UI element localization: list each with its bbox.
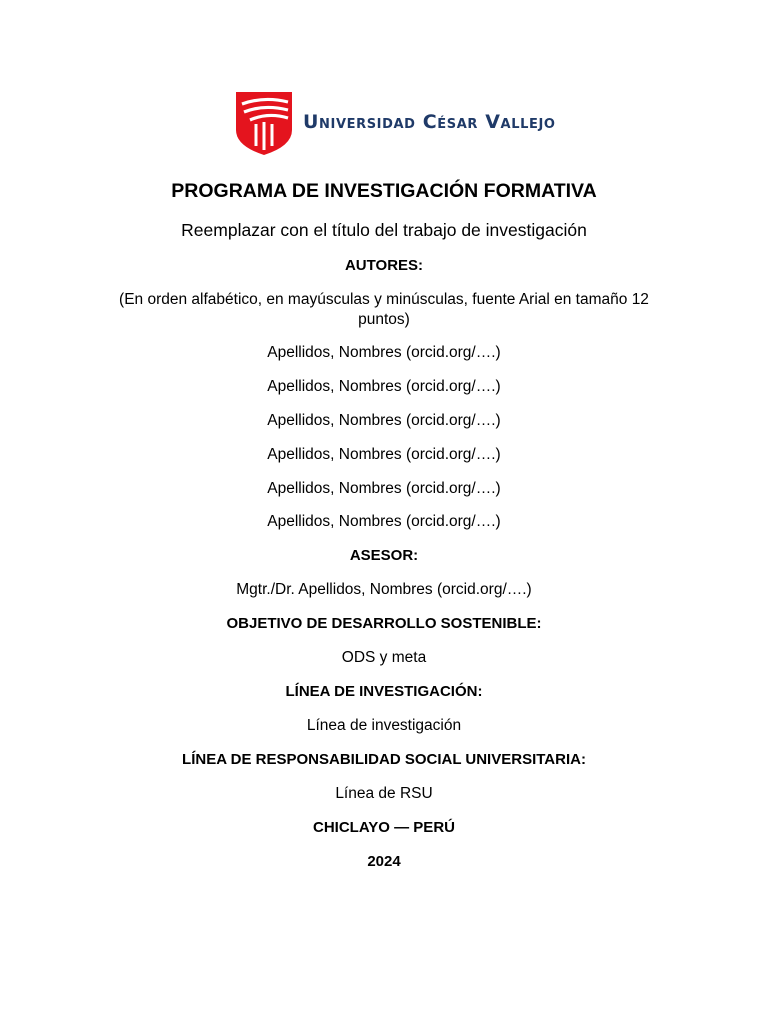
ods-value: ODS y meta — [341, 649, 427, 666]
authors-note: (En orden alfabético, en mayúsculas y minúsculas, fuente Arial en tamaño 12 puntos) — [119, 291, 649, 328]
year: 2024 — [367, 853, 401, 870]
research-line-value: Línea de investigación — [306, 717, 462, 734]
advisor-entry: Mgtr./Dr. Apellidos, Nombres (orcid.org/….) — [236, 581, 532, 598]
university-name: Universidad César Vallejo — [303, 111, 556, 133]
research-line-heading: LÍNEA DE INVESTIGACIÓN: — [285, 683, 483, 700]
author-entry: Apellidos, Nombres (orcid.org/….) — [267, 480, 501, 497]
program-title: PROGRAMA DE INVESTIGACIÓN FORMATIVA — [171, 180, 597, 202]
author-entry: Apellidos, Nombres (orcid.org/….) — [267, 446, 501, 463]
rsu-value: Línea de RSU — [335, 785, 433, 802]
author-entry: Apellidos, Nombres (orcid.org/….) — [267, 344, 501, 361]
advisor-heading: ASESOR: — [349, 547, 419, 564]
author-entry: Apellidos, Nombres (orcid.org/….) — [267, 513, 501, 530]
location: CHICLAYO — PERÚ — [313, 819, 455, 836]
ods-heading: OBJETIVO DE DESARROLLO SOSTENIBLE: — [226, 615, 542, 632]
university-logo — [234, 90, 574, 156]
university-shield-icon — [234, 90, 294, 156]
authors-heading: AUTORES: — [344, 257, 424, 274]
work-title-placeholder: Reemplazar con el título del trabajo de investigación — [181, 220, 587, 240]
rsu-heading: LÍNEA DE RESPONSABILIDAD SOCIAL UNIVERSITARIA: — [182, 751, 586, 768]
author-entry: Apellidos, Nombres (orcid.org/….) — [267, 378, 501, 395]
author-entry: Apellidos, Nombres (orcid.org/….) — [267, 412, 501, 429]
